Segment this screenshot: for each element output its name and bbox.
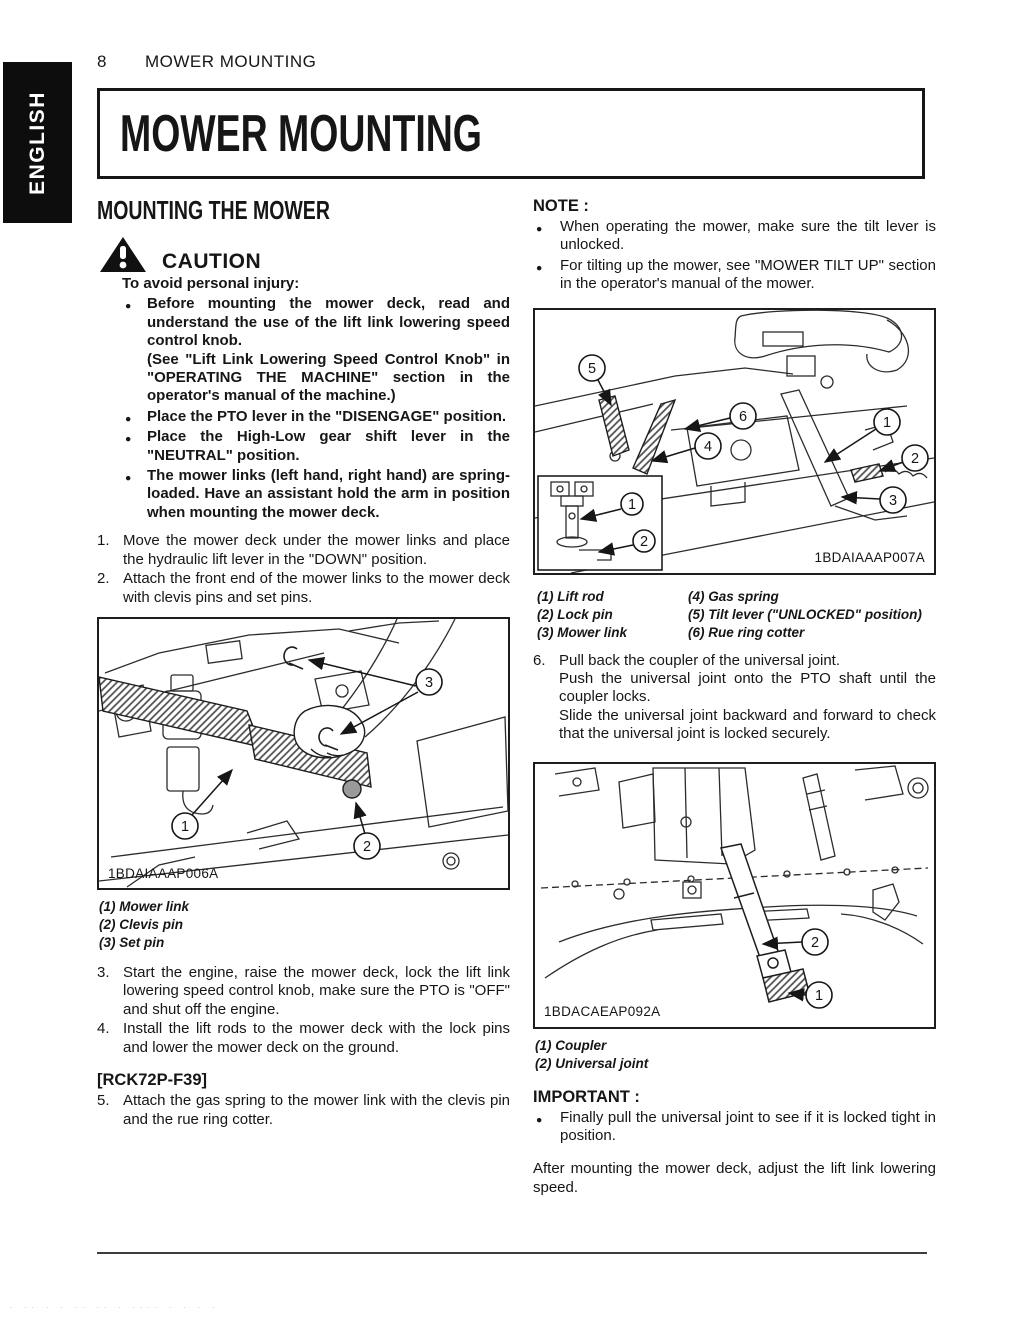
note-label: NOTE :	[533, 197, 589, 215]
svg-text:4: 4	[703, 438, 713, 455]
step-item: 1. Move the mower deck under the mower links and place the hydraulic lift lever in the "DOWN" position.	[97, 532, 510, 568]
legend-item: (6) Rue ring cotter	[688, 624, 805, 640]
figure-legend	[97, 898, 510, 952]
svg-text:2: 2	[910, 450, 920, 467]
step-item: 3. Start the engine, raise the mower deck, lock the lift link lowering speed control knob, make sure the PTO is "OFF" and shut off the engine.	[97, 963, 510, 1018]
legend-item: (5) Tilt lever ("UNLOCKED" position)	[688, 606, 922, 622]
figure-legend	[533, 588, 936, 642]
legend-item: (2) Clevis pin	[99, 916, 184, 932]
footer-residue-text: . .. . . .. .. . .... . . . .	[10, 1301, 220, 1310]
svg-text:1: 1	[180, 818, 190, 835]
figure-line-art	[99, 619, 508, 888]
figure-legend	[533, 1037, 936, 1073]
figure-mower-link-attachment	[97, 617, 510, 890]
legend-item: (2) Lock pin	[537, 606, 613, 622]
caution-bullet: ● Before mounting the mower deck, read and understand the use of the lift link lowering speed control knob. (See "Lift Link Lowering Speed Control Knob" in "OPERATING THE MACHINE" section in the operator's manual of the machine.)	[122, 295, 510, 405]
right-column	[533, 196, 936, 1197]
important-label: IMPORTANT :	[533, 1087, 640, 1106]
footer-rule	[97, 1252, 927, 1254]
figure-caption: 1BDAIAAAP007A	[814, 550, 925, 566]
svg-text:2: 2	[810, 934, 820, 951]
step-item: 5. Attach the gas spring to the mower link with the clevis pin and the rue ring cotter.	[97, 1092, 510, 1128]
caution-bullet-list	[122, 295, 510, 522]
legend-item: (3) Set pin	[99, 934, 165, 950]
legend-item: (1) Lift rod	[537, 588, 604, 604]
step-item: 6. Pull back the coupler of the universal joint. Push the universal joint onto the PTO shaft until the coupler locks. Slide the universal joint backward and forward to check that the universal joint is locked securely.	[533, 651, 936, 743]
caution-bullet: ● The mower links (left hand, right hand) are spring-loaded. Have an assistant hold the arm in position when mounting the mower deck.	[122, 467, 510, 522]
figure-lift-rod-linkage	[533, 308, 936, 575]
svg-text:1: 1	[882, 414, 892, 431]
svg-text:1: 1	[814, 987, 824, 1004]
step-6	[533, 652, 936, 744]
important-bullet: ● Finally pull the universal joint to see if it is locked tight in position.	[533, 1109, 936, 1146]
svg-text:6: 6	[738, 408, 748, 425]
svg-text:3: 3	[424, 674, 434, 691]
caution-bullet: ● Place the PTO lever in the "DISENGAGE" position.	[122, 408, 510, 426]
important-bullet-list	[533, 1109, 936, 1146]
caution-block	[97, 234, 510, 522]
steps-1-2	[97, 532, 510, 607]
caution-label: CAUTION	[162, 250, 262, 273]
legend-item: (1) Coupler	[535, 1037, 607, 1053]
step-item: 2. Attach the front end of the mower links to the mower deck with clevis pins and set pins.	[97, 570, 510, 606]
svg-text:2: 2	[362, 838, 372, 855]
figure-line-art	[535, 310, 934, 573]
step-5	[97, 1092, 510, 1129]
chapter-title-box	[97, 88, 925, 179]
caution-header	[99, 234, 510, 274]
svg-text:1: 1	[627, 496, 637, 513]
page-number: 8	[97, 52, 107, 71]
language-tab	[3, 62, 72, 223]
note-bullet: ● When operating the mower, make sure the tilt lever is unlocked.	[533, 218, 936, 255]
figure-caption: 1BDACAEAP092A	[544, 1004, 661, 1020]
running-header	[97, 52, 316, 72]
closing-paragraph: After mounting the mower deck, adjust the lift link lowering speed.	[533, 1160, 936, 1196]
caution-intro: To avoid personal injury:	[122, 275, 300, 292]
note-bullet-list	[533, 218, 936, 294]
legend-item: (2) Universal joint	[535, 1055, 649, 1071]
svg-text:3: 3	[888, 492, 898, 509]
warning-triangle-icon	[99, 236, 147, 274]
figure-line-art	[535, 764, 934, 1027]
figure-caption: 1BDAIAAAP006A	[108, 865, 219, 881]
model-reference: [RCK72P-F39]	[97, 1070, 208, 1089]
figure-universal-joint	[533, 762, 936, 1029]
left-column	[97, 196, 510, 1130]
running-header-title: MOWER MOUNTING	[145, 52, 317, 71]
language-tab-label: ENGLISH	[25, 90, 49, 195]
legend-item: (3) Mower link	[537, 624, 628, 640]
step-item: 4. Install the lift rods to the mower deck with the lock pins and lower the mower deck on the ground.	[97, 1020, 510, 1056]
legend-item: (1) Mower link	[99, 898, 190, 914]
section-heading: MOUNTING THE MOWER	[97, 195, 330, 225]
legend-item: (4) Gas spring	[688, 588, 779, 604]
svg-text:5: 5	[587, 360, 597, 377]
note-bullet: ● For tilting up the mower, see "MOWER TILT UP" section in the operator's manual of the mower.	[533, 257, 936, 294]
caution-body	[122, 275, 510, 522]
steps-3-4	[97, 964, 510, 1057]
chapter-title: MOWER MOUNTING	[120, 104, 482, 163]
caution-bullet: ● Place the High-Low gear shift lever in the "NEUTRAL" position.	[122, 428, 510, 465]
svg-text:2: 2	[639, 533, 649, 550]
